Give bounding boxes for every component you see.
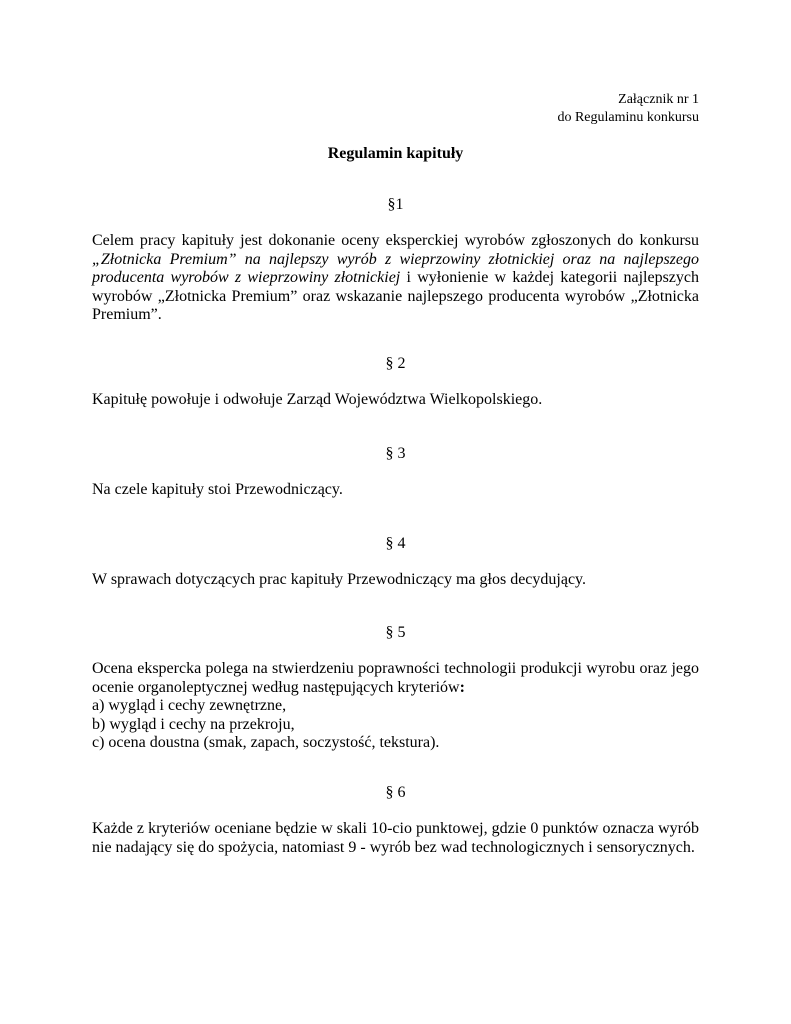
section-1-line-3-rest: i wyłonienie w każdej kategorii najlepszych (400, 269, 700, 287)
section-5-line-2-text: ocenie organoleptycznej według następujących kryteriów (92, 678, 460, 696)
section-1-line-3 (92, 269, 699, 288)
section-4-heading: § 4 (385, 535, 406, 552)
section-4-paragraph (92, 571, 699, 590)
section-1-heading: §1 (387, 196, 404, 213)
section-3-paragraph (92, 481, 699, 500)
section-1-line-5: Premium”. (92, 306, 162, 324)
annex-number: Załącznik nr 1 (618, 92, 699, 107)
section-1-line-4: wyrobów „Złotnicka Premium” oraz wskazanie najlepszego producenta wyrobów „Złotnicka (92, 287, 699, 305)
section-3-heading: § 3 (385, 445, 406, 462)
document-title: Regulamin kapituły (327, 145, 464, 162)
section-5-line-1: Ocena ekspercka polega na stwierdzeniu poprawności technologii produkcji wyrobu oraz jego (92, 660, 699, 677)
criteria-item-a: a) wygląd i cechy zewnętrzne, (92, 697, 287, 715)
section-5-paragraph (92, 660, 699, 753)
section-3-text: Na czele kapituły stoi Przewodniczący. (92, 481, 343, 498)
criteria-item-b: b) wygląd i cechy na przekroju, (92, 715, 295, 733)
section-1-line-2: „Złotnicka Premium” na najlepszy wyrób z wieprzowiny złotnickiej oraz na najlepszego (92, 250, 699, 268)
annex-reference: do Regulaminu konkursu (557, 110, 699, 125)
criteria-item-c: c) ocena doustna (smak, zapach, soczystość, tekstura). (92, 734, 440, 752)
section-2-paragraph (92, 391, 699, 410)
section-1-line-3-italic: producenta wyrobów z wieprzowiny złotnickiej (92, 269, 401, 287)
section-4-text: W sprawach dotyczących prac kapituły Przewodniczący ma głos decydujący. (92, 571, 587, 588)
section-6-paragraph (92, 820, 699, 857)
section-5-heading: § 5 (385, 624, 406, 641)
section-5-line-2 (92, 679, 699, 698)
section-6-line-1: Każde z kryteriów oceniane będzie w skali 10-cio punktowej, gdzie 0 punktów oznacza wyrób (92, 820, 699, 837)
section-1-paragraph (92, 232, 699, 325)
annex-header (557, 91, 699, 127)
section-5-line-2-colon: : (459, 678, 465, 696)
section-2-heading: § 2 (385, 355, 406, 372)
section-6-line-2: nie nadający się do spożycia, natomiast 9 - wyrób bez wad technologicznych i sensorycznych. (92, 838, 695, 856)
section-1-line-1: Celem pracy kapituły jest dokonanie oceny eksperckiej wyrobów zgłoszonych do konkursu (92, 232, 699, 249)
section-2-text: Kapitułę powołuje i odwołuje Zarząd Województwa Wielkopolskiego. (92, 391, 543, 408)
section-6-heading: § 6 (385, 784, 406, 801)
